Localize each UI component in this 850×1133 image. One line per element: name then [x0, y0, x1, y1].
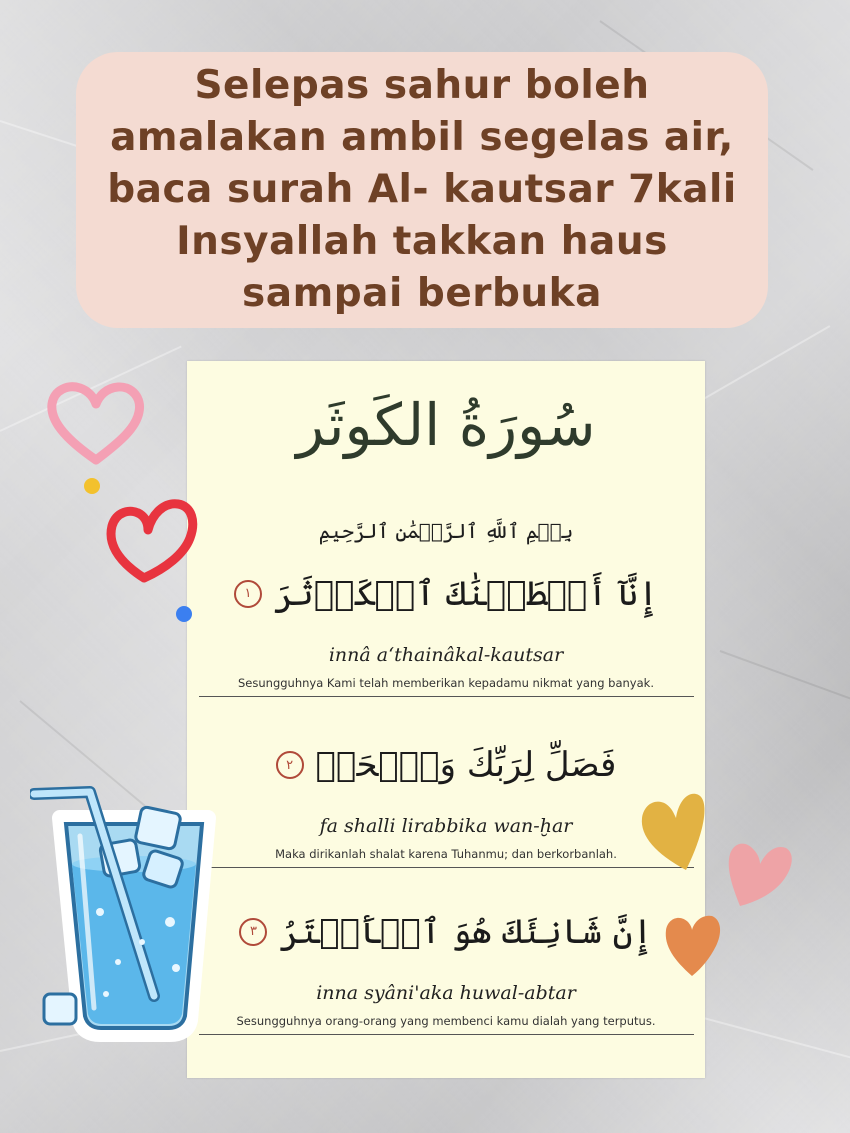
- header-line-1: Selepas sahur boleh: [194, 63, 650, 108]
- header-line-5: sampai berbuka: [242, 271, 602, 316]
- ayah-number-icon: ١: [234, 580, 262, 608]
- water-glass-icon: [30, 772, 220, 1042]
- dot-yellow-icon: [82, 476, 102, 496]
- heart-orange-icon: [660, 906, 724, 980]
- heart-outline-red-icon: [104, 494, 200, 586]
- divider: [199, 696, 694, 697]
- heart-pink-icon: [722, 830, 794, 910]
- ayah-2: [187, 745, 705, 868]
- ayah-number-icon: ٢: [276, 751, 304, 779]
- header-text: [92, 60, 752, 320]
- divider: [199, 1034, 694, 1035]
- ayah-number-icon: ٣: [239, 918, 267, 946]
- heart-yellow-icon: [636, 788, 706, 874]
- header-banner: [76, 52, 768, 328]
- ayah-arabic-text: فَصَلِّ لِرَبِّكَ وَٱنۡحَرۡ: [315, 745, 617, 785]
- ayah-arabic: [187, 911, 705, 952]
- heart-outline-pink-icon: [44, 378, 148, 468]
- divider: [199, 867, 694, 868]
- ayah-arabic-text: إِنَّ شَانِئَكَ هُوَ ٱلۡأَبۡتَرُ: [279, 912, 653, 952]
- ayah-arabic: [187, 573, 705, 614]
- ayah-latin: inna syâni'aka huwal-abtar: [316, 982, 576, 1004]
- ayah-latin: innâ a‘thainâkal-kautsar: [328, 644, 564, 666]
- ayah-arabic-text: إِنَّآ أَعۡطَيۡنَٰكَ ٱلۡكَوۡثَرَ: [273, 574, 659, 614]
- surah-title: سُورَةُ الكَوثَر: [296, 391, 596, 459]
- ayah-latin: fa shalli lirabbika wan-ḫar: [319, 815, 573, 837]
- ayah-1: [187, 573, 705, 697]
- basmalah: بِسۡمِ ٱللَّهِ ٱلرَّحۡمَٰنِ ٱلرَّحِيمِ: [318, 519, 574, 543]
- ayah-translation: Sesungguhnya orang-orang yang membenci kamu dialah yang terputus.: [236, 1014, 656, 1028]
- header-line-3: baca surah Al- kautsar 7kali: [107, 167, 737, 212]
- dot-blue-icon: [174, 604, 194, 624]
- header-line-4: Insyallah takkan haus: [176, 219, 668, 264]
- header-line-2: amalakan ambil segelas air,: [110, 115, 734, 160]
- ayah-arabic: [187, 745, 705, 785]
- ayah-translation: Maka dirikanlah shalat karena Tuhanmu; dan berkorbanlah.: [275, 847, 617, 861]
- ayah-3: [187, 911, 705, 1035]
- surah-card: [187, 361, 705, 1078]
- ayah-translation: Sesungguhnya Kami telah memberikan kepadamu nikmat yang banyak.: [238, 676, 654, 690]
